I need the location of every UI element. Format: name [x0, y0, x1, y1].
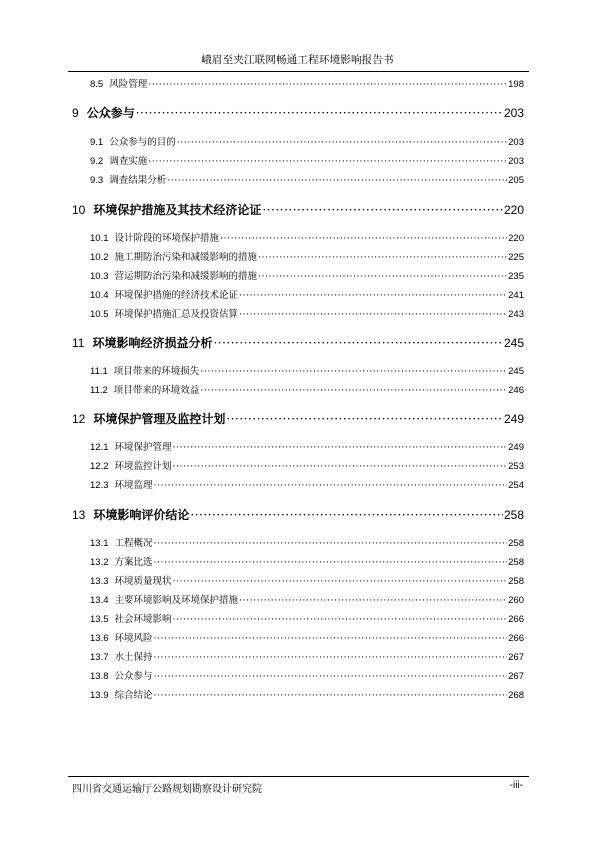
toc-entry-title: 方案比选: [114, 557, 153, 568]
toc-entry-page: 266: [508, 633, 524, 644]
toc-entry-number: 12: [72, 412, 86, 426]
toc-section-entry[interactable]: [90, 535, 524, 549]
dot-leader: [148, 79, 507, 90]
dot-leader: [239, 309, 507, 320]
toc-entry-title: 工程概况: [114, 538, 153, 549]
toc-section-entry[interactable]: [90, 268, 524, 282]
dot-leader: [154, 557, 508, 568]
toc-entry-title: 营运期防治污染和减缓影响的措施: [114, 271, 258, 282]
dot-leader: [220, 233, 507, 244]
dot-leader: [190, 508, 503, 522]
dot-leader: [239, 290, 507, 301]
toc-entry-page: 198: [508, 79, 524, 90]
toc-entry-title: 环境保护管理: [114, 442, 172, 453]
toc-section-entry[interactable]: [90, 554, 524, 568]
toc-entry-title: 公众参与: [86, 106, 135, 120]
toc-entry-page: 260: [508, 595, 524, 606]
toc-entry-title: 环境保护措施的经济技术论证: [114, 290, 239, 301]
dot-leader: [154, 652, 508, 663]
dot-leader: [173, 614, 508, 625]
toc-entry-number: 10: [72, 203, 86, 217]
toc-entry-number: 12.3: [90, 480, 109, 491]
dot-leader: [136, 106, 503, 120]
toc-entry-number: 11.1: [90, 366, 108, 377]
toc-section-entry[interactable]: [90, 687, 524, 701]
toc-entry-title: 调查结果分析: [109, 175, 167, 186]
dot-leader: [239, 595, 507, 606]
toc-chapter-entry[interactable]: [72, 334, 524, 351]
toc-entry-page: 245: [508, 366, 524, 377]
toc-section-entry[interactable]: [90, 249, 524, 263]
toc-entry-title: 主要环境影响及环境保护措施: [114, 595, 239, 606]
toc-section-entry[interactable]: [90, 649, 524, 663]
toc-section-entry[interactable]: [90, 134, 524, 148]
toc-chapter-entry[interactable]: [72, 410, 524, 427]
dot-leader: [200, 366, 507, 377]
toc-entry-number: 10.5: [90, 309, 109, 320]
toc-section-entry[interactable]: [90, 458, 524, 472]
toc-section-entry[interactable]: [90, 439, 524, 453]
toc-section-entry[interactable]: [90, 630, 524, 644]
toc-entry-number: 10.1: [90, 233, 109, 244]
toc-entry-number: 13: [72, 508, 86, 522]
toc-entry-number: 13.5: [90, 614, 109, 625]
toc-entry-page: 203: [508, 137, 524, 148]
toc-entry-number: 13.1: [90, 538, 109, 549]
toc-entry-page: 267: [508, 652, 524, 663]
toc-entry-number: 11.2: [90, 385, 108, 396]
toc-section-entry[interactable]: [90, 573, 524, 587]
toc-entry-page: 203: [503, 106, 524, 120]
toc-entry-number: 9.1: [90, 137, 104, 148]
toc-entry-page: 267: [508, 671, 524, 682]
toc-section-entry[interactable]: [90, 153, 524, 167]
toc-entry-number: 13.6: [90, 633, 109, 644]
toc-entry-page: 268: [508, 690, 524, 701]
toc-entry-page: 258: [508, 538, 524, 549]
toc-entry-title: 设计阶段的环境保护措施: [114, 233, 220, 244]
toc-entry-number: 10.4: [90, 290, 109, 301]
dot-leader: [154, 538, 508, 549]
toc-entry-title: 环境风险: [114, 633, 153, 644]
toc-entry-number: 10.3: [90, 271, 109, 282]
toc-entry-page: 258: [503, 508, 524, 522]
toc-entry-page: 246: [508, 385, 524, 396]
toc-section-entry[interactable]: [90, 76, 524, 90]
toc-entry-number: 12.1: [90, 442, 109, 453]
toc-entry-title: 环境质量现状: [114, 576, 172, 587]
toc-section-entry[interactable]: [90, 172, 524, 186]
toc-entry-title: 项目带来的环境效益: [113, 385, 200, 396]
toc-entry-title: 综合结论: [114, 690, 153, 701]
dot-leader: [154, 671, 508, 682]
dot-leader: [154, 633, 508, 644]
toc-entry-number: 11: [72, 336, 85, 350]
dot-leader: [154, 480, 508, 491]
toc-chapter-entry[interactable]: [72, 104, 524, 121]
toc-entry-title: 项目带来的环境损失: [113, 366, 200, 377]
toc-entry-page: 205: [508, 175, 524, 186]
toc-entry-title: 公众参与的目的: [109, 137, 176, 148]
running-header-title: 峨眉至夹江联网畅通工程环境影响报告书: [201, 54, 394, 66]
toc-entry-page: 235: [508, 271, 524, 282]
toc-section-entry[interactable]: [90, 611, 524, 625]
toc-entry-number: 13.7: [90, 652, 109, 663]
toc-entry-number: 10.2: [90, 252, 109, 263]
toc-entry-number: 13.2: [90, 557, 109, 568]
dot-leader: [173, 442, 508, 453]
toc-entry-title: 环境保护管理及监控计划: [93, 412, 226, 426]
toc-entry-page: 266: [508, 614, 524, 625]
toc-entry-page: 249: [508, 442, 524, 453]
toc-chapter-entry[interactable]: [72, 201, 524, 218]
toc-entry-page: 253: [508, 461, 524, 472]
toc-entry-number: 12.2: [90, 461, 109, 472]
toc-entry-page: 243: [508, 309, 524, 320]
toc-entry-number: 9.3: [90, 175, 104, 186]
toc-entry-title: 公众参与: [114, 671, 153, 682]
toc-entry-number: 13.3: [90, 576, 109, 587]
dot-leader: [173, 461, 508, 472]
toc-entry-title: 环境影响经济损益分析: [92, 336, 213, 350]
toc-section-entry[interactable]: [90, 668, 524, 682]
toc-entry-page: 245: [503, 336, 524, 350]
dot-leader: [213, 336, 502, 350]
toc-entry-page: 254: [508, 480, 524, 491]
toc-entry-title: 环境保护措施及其技术经济论证: [93, 203, 262, 217]
dot-leader: [177, 137, 507, 148]
toc-entry-page: 220: [503, 203, 524, 217]
dot-leader: [200, 385, 507, 396]
toc-section-entry[interactable]: [90, 287, 524, 301]
dot-leader: [226, 412, 503, 426]
toc-entry-title: 环境影响评价结论: [93, 508, 190, 522]
toc-section-entry[interactable]: [90, 382, 524, 396]
toc-section-entry[interactable]: [90, 477, 524, 491]
toc-entry-title: 风险管理: [109, 79, 148, 90]
footer-divider: [68, 776, 529, 777]
toc-entry-page: 225: [508, 252, 524, 263]
toc-entry-page: 220: [508, 233, 524, 244]
toc-entry-number: 9.2: [90, 156, 104, 167]
dot-leader: [173, 576, 508, 587]
footer-page-number: -iii-: [509, 780, 523, 791]
toc-entry-title: 环境监控计划: [114, 461, 172, 472]
toc-entry-page: 258: [508, 557, 524, 568]
toc-entry-number: 9: [72, 106, 79, 120]
dot-leader: [167, 175, 507, 186]
toc-entry-page: 258: [508, 576, 524, 587]
toc-entry-title: 环境保护措施汇总及投资估算: [114, 309, 239, 320]
dot-leader: [258, 252, 507, 263]
toc-entry-title: 调查实施: [109, 156, 148, 167]
toc-entry-page: 203: [508, 156, 524, 167]
toc-entry-number: 13.4: [90, 595, 109, 606]
header-divider: [68, 71, 529, 72]
toc-entry-title: 水土保持: [114, 652, 153, 663]
dot-leader: [154, 690, 508, 701]
dot-leader: [258, 271, 507, 282]
dot-leader: [148, 156, 507, 167]
toc-section-entry[interactable]: [90, 363, 524, 377]
toc-section-entry[interactable]: [90, 230, 524, 244]
toc-entry-number: 13.8: [90, 671, 109, 682]
toc-section-entry[interactable]: [90, 306, 524, 320]
toc-entry-title: 社会环境影响: [114, 614, 172, 625]
dot-leader: [262, 203, 503, 217]
toc-entry-number: 13.9: [90, 690, 109, 701]
footer-organization: 四川省交通运输厅公路规划勘察设计研究院: [72, 784, 262, 795]
toc-entry-number: 8.5: [90, 79, 104, 90]
toc-chapter-entry[interactable]: [72, 506, 524, 523]
toc-entry-title: 施工期防治污染和减缓影响的措施: [114, 252, 258, 263]
toc-entry-title: 环境监理: [114, 480, 153, 491]
toc-section-entry[interactable]: [90, 592, 524, 606]
toc-entry-page: 241: [508, 290, 524, 301]
toc-entry-page: 249: [503, 412, 524, 426]
